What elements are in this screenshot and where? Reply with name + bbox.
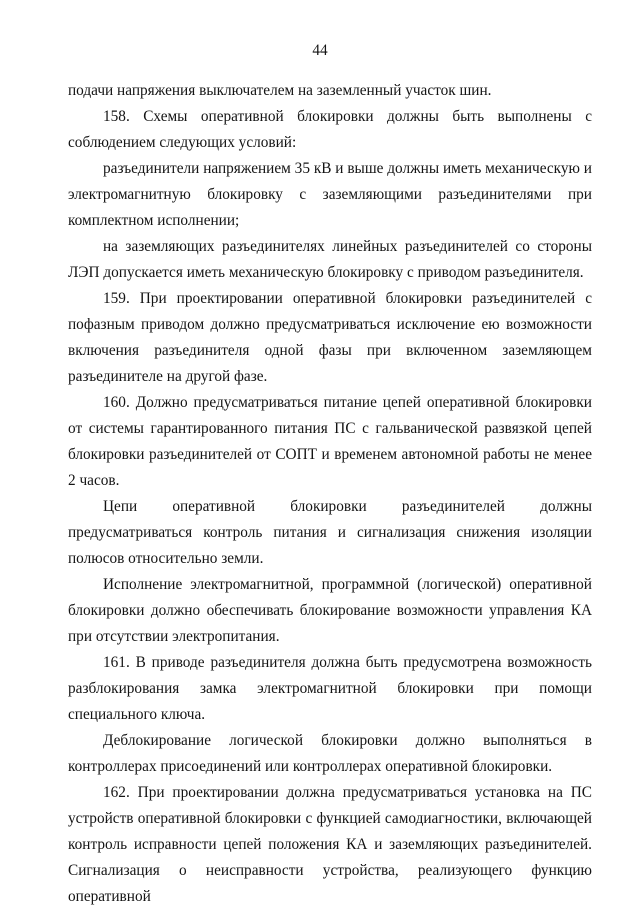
paragraph-158: 158. Схемы оперативной блокировки должны быть выполнены с соблюдением следующих условий: [68, 108, 592, 151]
paragraph-160: 160. Должно предусматриваться питание цепей оперативной блокировки от системы гарантированного питания ПС с гальванической развязкой цепей блокировки разъединителей от СОПТ и временем автономной работы не менее 2 часов. [68, 394, 592, 489]
paragraph-161: 161. В приводе разъединителя должна быть предусмотрена возможность разблокирования замка электромагнитной блокировки при помощи специального ключа. [68, 654, 592, 723]
paragraph-158-condition-1: разъединители напряжением 35 кВ и выше должны иметь механическую и электромагнитную блокировку с заземляющими разъединителями при комплектном исполнении; [68, 160, 592, 229]
page-number: 44 [312, 42, 328, 59]
document-body [68, 78, 592, 910]
paragraph-158-condition-2: на заземляющих разъединителях линейных разъединителей со стороны ЛЭП допускается иметь механическую блокировку с приводом разъединителя. [68, 238, 592, 281]
paragraph-160-control: Цепи оперативной блокировки разъединителей должны предусматриваться контроль питания и сигнализация снижения изоляции полюсов относительно земли. [68, 498, 592, 567]
paragraph-161-deblocking: Деблокирование логической блокировки должно выполняться в контроллерах присоединений или контроллерах оперативной блокировки. [68, 732, 592, 775]
paragraph-162: 162. При проектировании должна предусматриваться установка на ПС устройств оперативной блокировки с функцией самодиагностики, включающей контроль исправности цепей положения КА и заземляющих разъединителей. Сигнализация о неисправности устройства, реализующего функцию оперативной [68, 784, 592, 905]
paragraph-continuation: подачи напряжения выключателем на заземленный участок шин. [68, 82, 492, 99]
paragraph-160-execution: Исполнение электромагнитной, программной (логической) оперативной блокировки должно обеспечивать блокирование возможности управления КА при отсутствии электропитания. [68, 576, 592, 645]
paragraph-159: 159. При проектировании оперативной блокировки разъединителей с пофазным приводом должно предусматриваться исключение ею возможности включения разъединителя одной фазы при включенном заземляющем разъединителе на другой фазе. [68, 290, 592, 385]
